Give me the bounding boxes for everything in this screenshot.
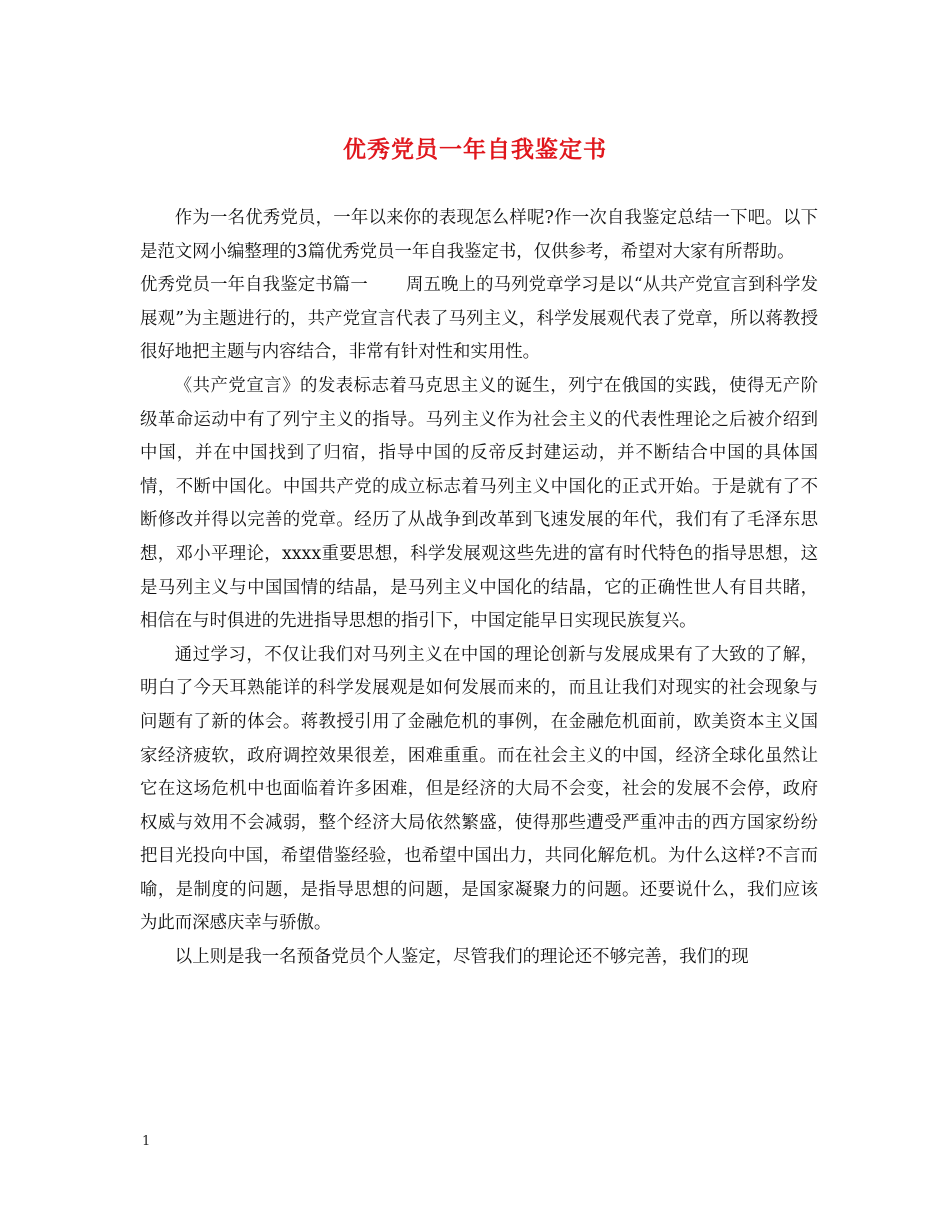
body-paragraph-3: 以上则是我一名预备党员个人鉴定，尽管我们的理论还不够完善，我们的现 [174, 947, 749, 968]
page-number: 1 [142, 1134, 151, 1149]
document-title: 优秀党员一年自我鉴定书 [343, 136, 607, 163]
section-heading: 优秀党员一年自我鉴定书篇一 [140, 275, 368, 296]
body-paragraph-2: 通过学习，不仅让我们对马列主义在中国的理论创新与发展成果有了大致的了解，明白了今天耳熟能详的科学发展观是如何发展而来的，而且让我们对现实的社会现象与问题有了新的体会。蒋教授引用了金融危机的事例，在金融危机面前，欧美资本主义国家经济疲软，政府调控效果很差，困难重重。而在社会主义的中国，经济全球化虽然让它在这场危机中也面临着许多困难，但是经济的大局不会变，社会的发展不会停，政府权威与效用不会减弱，整个经济大局依然繁盛，使得那些遭受严重冲击的西方国家纷纷把目光投向中国，希望借鉴经验，也希望中国出力，共同化解危机。为什么这样?不言而喻，是制度的问题，是指导思想的问题，是国家凝聚力的问题。还要说什么，我们应该为此而深感庆幸与骄傲。 [140, 644, 818, 934]
intro-paragraph: 作为一名优秀党员，一年以来你的表现怎么样呢?作一次自我鉴定总结一下吧。以下是范文网小编整理的3篇优秀党员一年自我鉴定书，仅供参考，希望对大家有所帮助。 [140, 208, 818, 262]
section-first-paragraph: 周五晚上的马列党章学习是以“从共产党宣言到科学发展观”为主题进行的，共产党宣言代表了马列主义，科学发展观代表了党章，所以蒋教授很好地把主题与内容结合，非常有针对性和实用性。 [140, 275, 818, 363]
document-body [140, 202, 818, 975]
section-paragraph [140, 269, 818, 370]
body-paragraph-1: 《共产党宣言》的发表标志着马克思主义的诞生，列宁在俄国的实践，使得无产阶级革命运动中有了列宁主义的指导。马列主义作为社会主义的代表性理论之后被介绍到中国，并在中国找到了归宿，指导中国的反帝反封建运动，并不断结合中国的具体国情，不断中国化。中国共产党的成立标志着马列主义中国化的正式开始。于是就有了不断修改并得以完善的党章。经历了从战争到改革到飞速发展的年代，我们有了毛泽东思想，邓小平理论，xxxx重要思想，科学发展观这些先进的富有时代特色的指导思想，这是马列主义与中国国情的结晶，是马列主义中国化的结晶，它的正确性世人有目共睹，相信在与时俱进的先进指导思想的指引下，中国定能早日实现民族复兴。 [140, 375, 818, 632]
